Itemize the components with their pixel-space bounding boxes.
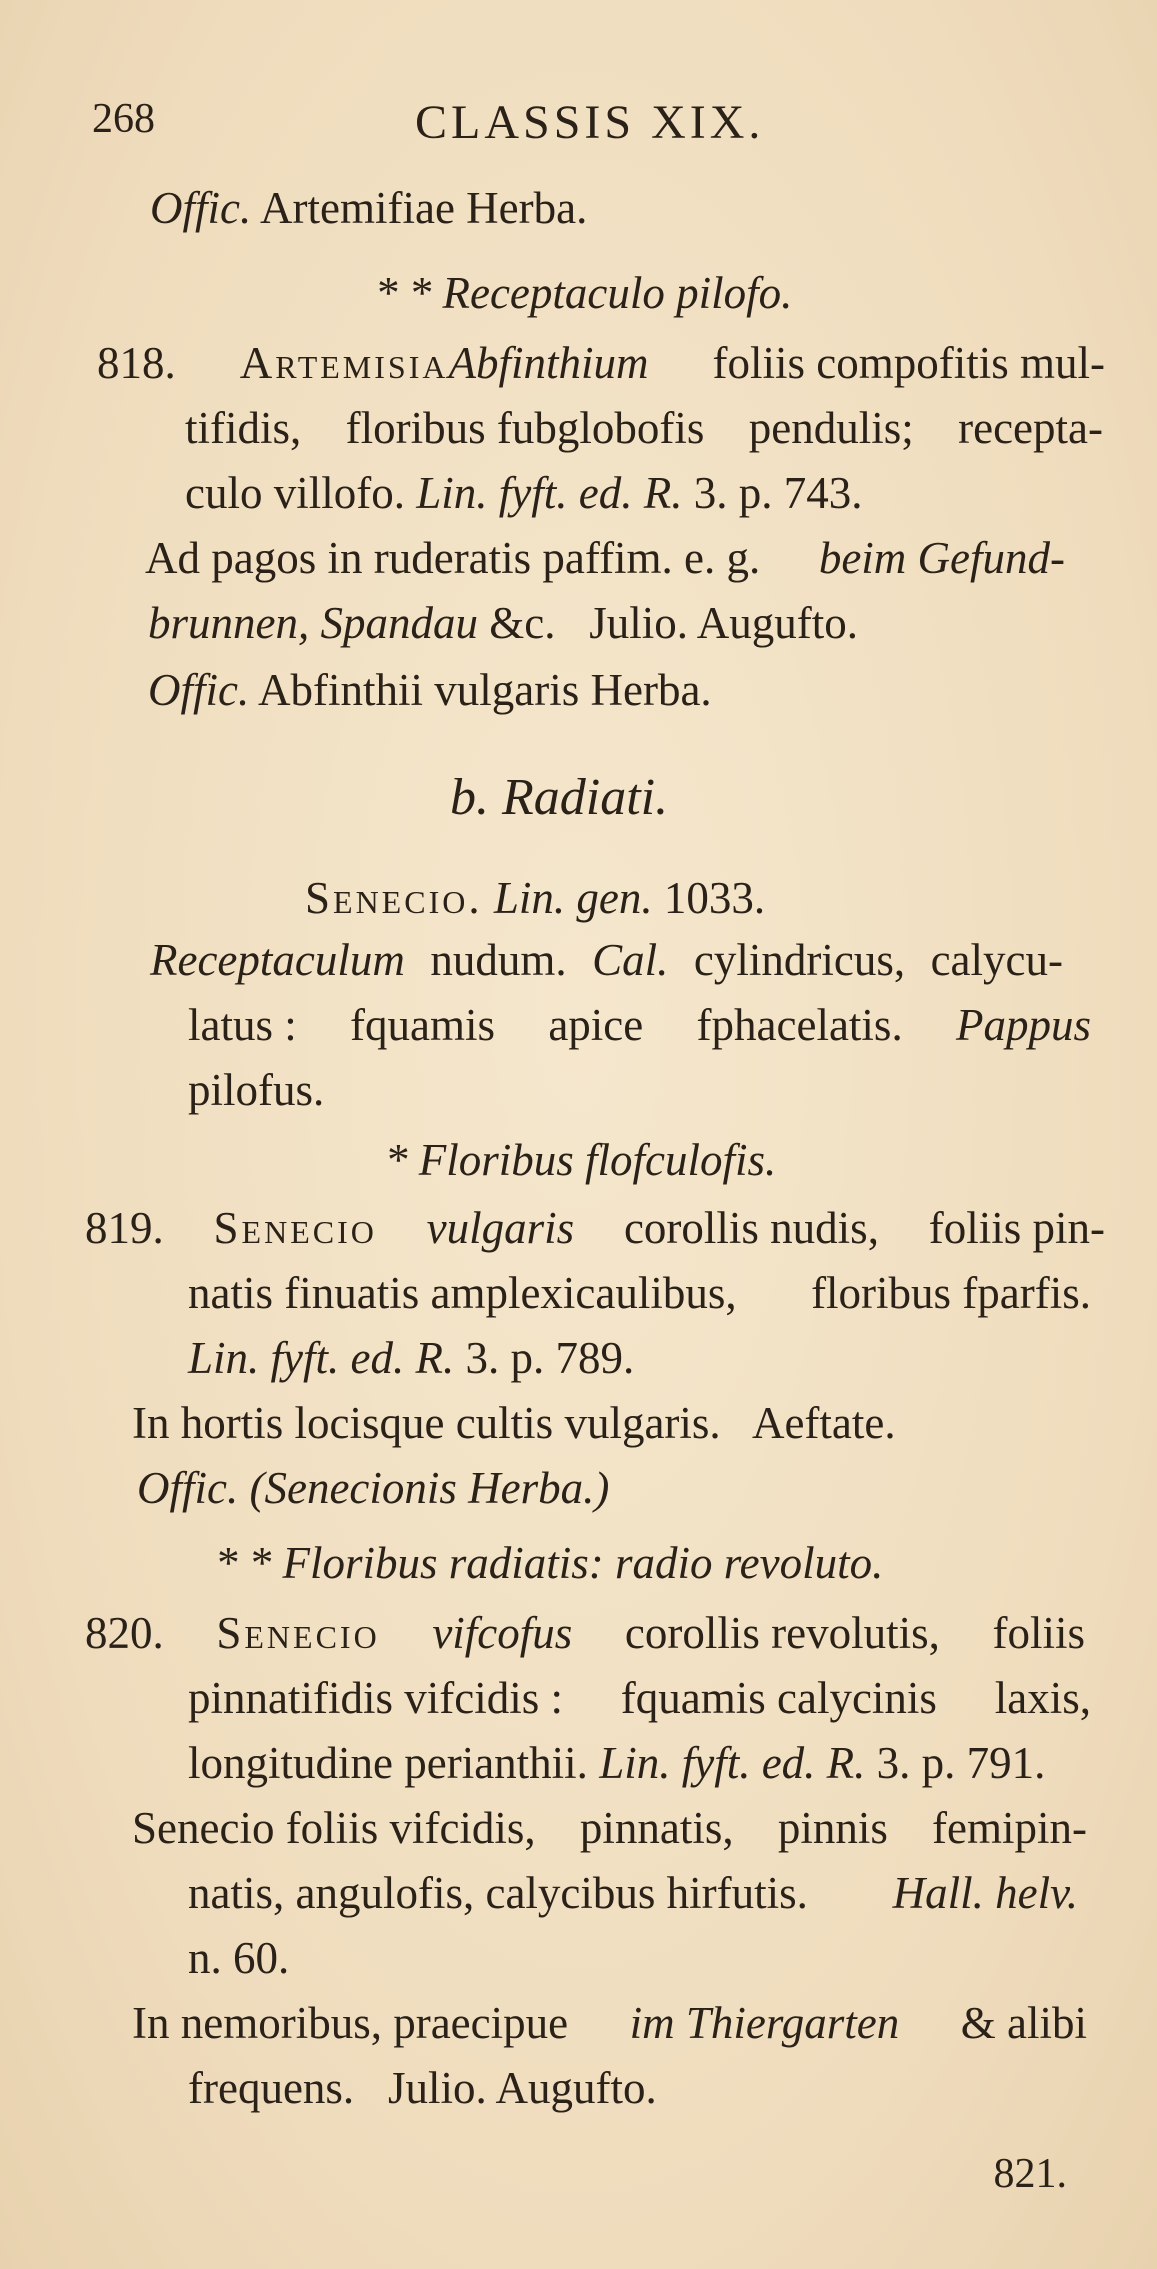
species-entry-819-line: 819. Senecio vulgaris corollis nudis, foliis pin- bbox=[85, 1203, 1105, 1253]
text-line: Receptaculum nudum. Cal. cylindricus, calycu- bbox=[150, 935, 1063, 985]
running-head: CLASSIS XIX. bbox=[415, 96, 765, 149]
species-entry-818-line: 818. ArtemisiaAbfinthium foliis compofitis mul- bbox=[97, 338, 1105, 388]
text-line: Lin. fyft. ed. R. 3. p. 789. bbox=[188, 1333, 635, 1383]
text-line: frequens. Julio. Augufto. bbox=[188, 2063, 657, 2113]
species-entry-820-line: 820. Senecio vifcofus corollis revolutis, foliis bbox=[85, 1608, 1085, 1658]
text-line: Ad pagos in ruderatis paffim. e. g. beim Gefund- bbox=[145, 533, 1065, 583]
catchword: 821. bbox=[993, 2151, 1067, 2197]
section-heading: * * Floribus radiatis: radio revoluto. bbox=[215, 1538, 884, 1588]
text-line: brunnen, Spandau &c. Julio. Augufto. bbox=[148, 598, 859, 648]
text-line: tifidis, floribus fubglobofis pendulis; recepta- bbox=[185, 403, 1103, 453]
text-line: Offic. Abfinthii vulgaris Herba. bbox=[148, 665, 712, 715]
page-number: 268 bbox=[92, 96, 155, 142]
text-line: In hortis locisque cultis vulgaris. Aeftate. bbox=[132, 1398, 896, 1448]
text-line: longitudine perianthii. Lin. fyft. ed. R. 3. p. 791. bbox=[188, 1738, 1046, 1788]
text-line: Offic. (Senecionis Herba.) bbox=[137, 1463, 610, 1513]
text-line: n. 60. bbox=[188, 1933, 290, 1983]
text-line: Offic. Artemifiae Herba. bbox=[150, 183, 588, 233]
section-heading: * * Receptaculo pilofo. bbox=[375, 268, 793, 318]
text-line: pinnatifidis vifcidis : fquamis calycinis laxis, bbox=[188, 1673, 1091, 1723]
text-line: In nemoribus, praecipue im Thiergarten & alibi bbox=[132, 1998, 1087, 2048]
section-heading: * Floribus flofculofis. bbox=[385, 1135, 777, 1185]
text-line: natis, angulofis, calycibus hirfutis. Hall. helv. bbox=[188, 1868, 1078, 1918]
subsection-heading: b. Radiati. bbox=[450, 769, 669, 826]
text-line: pilofus. bbox=[188, 1065, 325, 1115]
genus-heading: Senecio. Lin. gen. 1033. bbox=[305, 873, 766, 923]
text-line: latus : fquamis apice fphacelatis. Pappus bbox=[188, 1000, 1091, 1050]
text-line: culo villofo. Lin. fyft. ed. R. 3. p. 743. bbox=[185, 468, 863, 518]
text-line: natis finuatis amplexicaulibus, floribus fparfis. bbox=[188, 1268, 1091, 1318]
text-line: Senecio foliis vifcidis, pinnatis, pinnis femipin- bbox=[132, 1803, 1087, 1853]
